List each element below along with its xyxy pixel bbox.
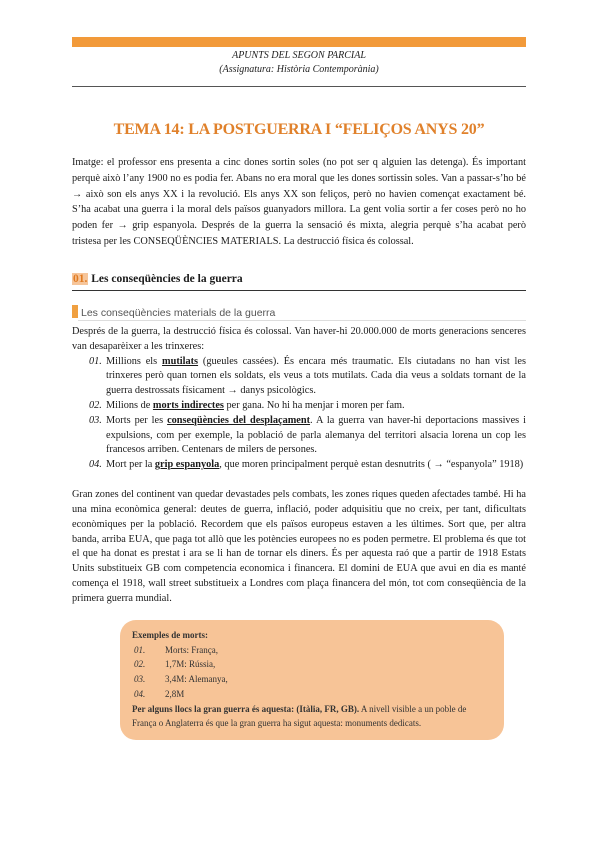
section-underline <box>72 290 526 291</box>
list-item-number: 02. <box>89 399 102 411</box>
list-item-number: 03. <box>89 414 102 426</box>
examples-note-text: A nivell visible a un poble de França o Anglaterra és que la gran guerra ha sigut aquesta: monuments dedicats. <box>132 703 467 729</box>
document-header-subject: (Assignatura: Història Contemporània) <box>219 64 379 75</box>
economy-paragraph: Gran zones del continent van quedar devastades pels combats, les zones riques queden afectades també. Hi ha una mina econòmica general: deutes de guerra, inflació, poder adquisitiu que no creix, per tant, dificultats econòmiques per la població. Recordem que els països europeus estaven a les últimes. Sort que, per altra banda, arriba EUA, que paga tot allò que les potències europees no es poden permetre. El problema és que tot el que ha donat es prestat i ara se li han de tornar els diners. És per aquesta raó que a partir de 1918 Estats Units substitueix GB com competencia economica i financera. El domini de EUA que avui en dia es manté comença el 1918, wall street substitueix a Londres com plaça financera del món, tot com conseqüència de la primera guerra mundial. <box>72 489 526 604</box>
list-item-keyword: mutilats <box>162 355 199 367</box>
list-item-text: , que moren principalment perquè estan desnutrits ( → “espanyola” 1918) <box>219 459 524 471</box>
example-text: 1,7M: Rússia, <box>165 659 216 670</box>
list-item-keyword: morts indirectes <box>152 399 224 411</box>
intro-text-3: grip espanyola. Després de la guerra la sensació és mixta, alegria perquè s’ha acabat però tristesa per les CONSEQÜÈNCIES MATERIALS. La destrucció física és colossal. <box>72 220 526 247</box>
examples-box <box>120 620 504 740</box>
document-header-title: APUNTS DEL SEGON PARCIAL <box>232 50 366 61</box>
example-item <box>132 643 492 658</box>
list-item <box>72 458 526 473</box>
section-number: 01. <box>73 273 88 285</box>
list-item-keyword: grip espanyola <box>154 459 220 471</box>
examples-note-bold: Per alguns llocs la gran guerra és aquesta: (Itàlia, FR, GB). <box>132 703 360 714</box>
example-item <box>132 657 492 672</box>
example-item <box>132 687 492 702</box>
consequences-body <box>72 325 526 473</box>
arrow-icon: → <box>117 220 128 232</box>
page-title: TEMA 14: LA POSTGUERRA I “FELIÇOS ANYS 20” <box>113 121 485 138</box>
list-item-text: Millions els <box>106 355 163 367</box>
list-item-number: 04. <box>89 459 102 471</box>
examples-heading: Exemples de morts: <box>132 630 208 640</box>
section-heading <box>72 273 526 290</box>
example-number: 02. <box>134 659 146 670</box>
intro-text-1: Imatge: el professor ens presenta a cinc dones sortin soles (no pot ser q alguien las detenga). És important perquè això l’any 1900 no es podia fer. Abans no era moral que les dones sortissin soles. Van a passar-s’ho bé <box>72 157 526 184</box>
lead-paragraph: Després de la guerra, la destrucció física és colossal. Van haver-hi 20.000.000 de morts generacions senceres van desaparèixer a les trinxeres: <box>72 326 526 352</box>
subsection-heading <box>72 305 526 321</box>
example-number: 03. <box>134 674 146 685</box>
arrow-icon: → <box>72 188 83 200</box>
examples-note <box>132 702 492 731</box>
list-item-text: . A la guerra van haver-hi deportacions massives i expulsions, com per exemple, la població de parla alemanya del territori alsacia lorena un cop les francesos arriben. Centenars de milers de persones. <box>106 414 526 456</box>
list-item-text: per gana. No hi ha menjar i moren per fam. <box>223 399 405 411</box>
list-item-text: Morts per les <box>106 414 168 426</box>
list-item-keyword: conseqüències del desplaçament <box>167 414 311 426</box>
list-item-text: Mort per la <box>106 459 155 471</box>
example-number: 04. <box>134 688 146 699</box>
example-text: 3,4M: Alemanya, <box>165 674 228 685</box>
example-text: 2,8M <box>165 688 185 699</box>
example-item <box>132 672 492 687</box>
list-item <box>72 355 526 399</box>
subsection-underline <box>78 320 526 321</box>
example-number: 01. <box>134 644 146 655</box>
subsection-title: Les conseqüències materials de la guerra <box>81 307 276 319</box>
example-text: Morts: França, <box>165 644 218 655</box>
subsection-marker <box>72 305 78 318</box>
intro-text-2: això son els anys XX i la revolució. Els anys XX son feliços, però no havien començat exactament bé. S’ha acabat una guerra i la moral dels països guanyadors millora. La gent volia sortir a fer coses però no ho poden fer <box>72 188 526 232</box>
header-accent-bar <box>72 37 526 47</box>
section-title: Les conseqüències de la guerra <box>88 273 243 285</box>
list-item <box>72 414 526 458</box>
examples-box-content <box>132 628 492 731</box>
list-item <box>72 399 526 414</box>
header-divider <box>72 86 526 87</box>
consequences-list <box>72 355 526 473</box>
intro-paragraph <box>72 155 526 250</box>
list-item-text: Milions de <box>106 399 153 411</box>
list-item-number: 01. <box>89 355 102 367</box>
list-item-text: (gueules cassées). És encara més traumatic. Els ciutadans no han vist les trinxeres però quan tornen els soldats, els veus a tots mutilats. Cada dia veus a soldats tornant de la guerra destrossats físicament → danys psicològics. <box>106 355 526 397</box>
